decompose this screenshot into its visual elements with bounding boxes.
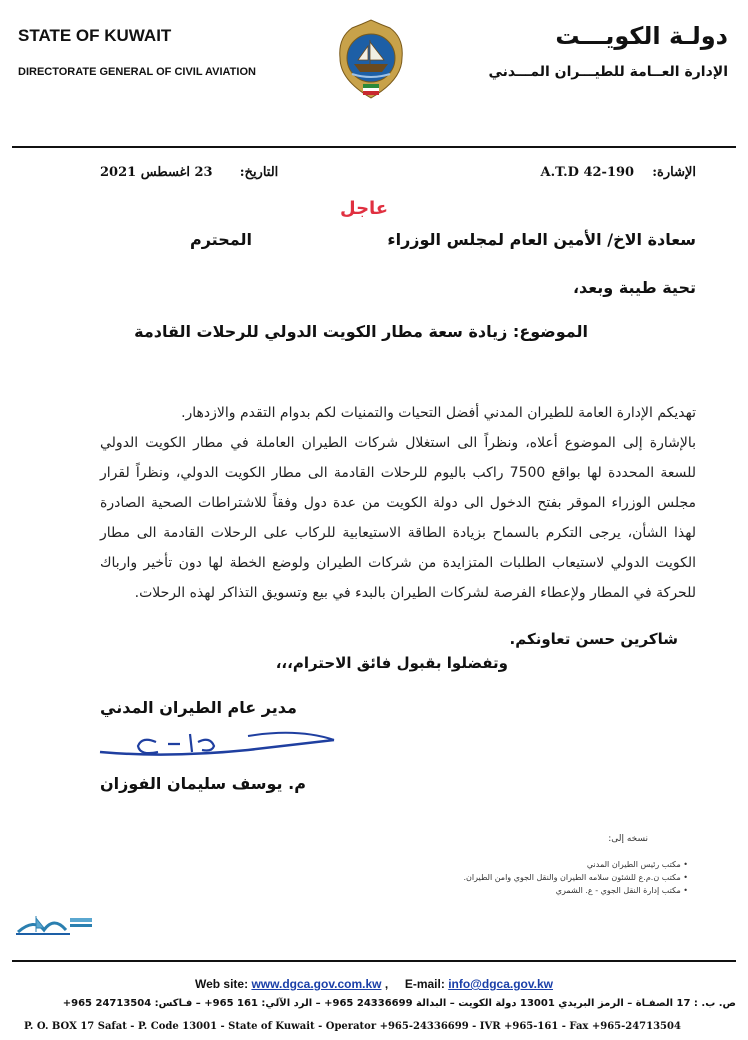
date-label: التاريخ: <box>239 165 279 180</box>
email-label: E-mail: <box>404 977 445 991</box>
footer-divider <box>12 960 736 962</box>
cc-item: • مكتب رئيس الطيران المدني <box>463 860 688 869</box>
contact-row: Web site: www.dgca.gov.com.kw , E-mail: info@dgca.gov.kw <box>194 977 554 991</box>
cc-list <box>463 860 688 899</box>
reference-value: A.T.D 42-190 <box>540 165 635 180</box>
web-label: Web site: <box>194 977 249 991</box>
date-value: 23 اغسطس 2021 <box>100 165 213 180</box>
letter-body <box>100 398 696 608</box>
cc-item: • مكتب ن.م.ع للشئون سلامه الطيران والنقل الجوي وامن الطيران. <box>463 873 688 882</box>
date-row <box>100 165 278 180</box>
subject-line: الموضوع: زيادة سعة مطار الكويت الدولي للرحلات القادمة <box>134 322 588 341</box>
header-ar-subtitle: الإدارة العــامة للطيـــران المـــدني <box>488 64 728 80</box>
header-en-subtitle: DIRECTORATE GENERAL OF CIVIL AVIATION <box>18 66 256 78</box>
urgent-stamp: عاجل <box>340 198 389 219</box>
body-paragraph-1: تهديكم الإدارة العامة للطيران المدني أفضل التحيات والتمنيات لكم بدوام التقدم والازدهار. <box>181 405 696 421</box>
footer-address-en: P. O. BOX 17 Safat - P. Code 13001 - State of Kuwait - Operator +965-24336699 - IVR +965-161 - Fax +965-24713504 <box>24 1021 681 1032</box>
footer-address-ar: ص. ب. : 17 الصفـاة – الرمز البريدي 13001 دولة الكويت – البدالة 24336699 965+ – الرد الآلي: 161 965+ – فـاكس: 24713504 965+ <box>62 998 736 1009</box>
closing-line: وتفضلوا بقبول فائق الاحترام،،، <box>275 654 508 672</box>
cc-label: نسخه إلى: <box>608 834 648 844</box>
website-link[interactable]: www.dgca.gov.com.kw <box>251 977 382 991</box>
header-en-title: STATE OF KUWAIT <box>18 26 172 45</box>
kuwait-state-emblem-icon <box>332 18 410 100</box>
reference-row <box>541 165 696 180</box>
header-ar-title: دولـة الكويـــت <box>555 22 728 50</box>
handwritten-signature-icon <box>98 722 338 768</box>
respected-label: المحترم <box>190 230 252 249</box>
header-divider <box>12 146 736 148</box>
signatory-name: م. يوسف سليمان الفوزان <box>100 774 306 793</box>
addressee: سعادة الاخ/ الأمين العام لمجلس الوزراء <box>387 230 696 249</box>
body-paragraph-2: بالإشارة إلى الموضوع أعلاه، ونظراً الى استغلال شركات الطيران العاملة في مطار الكويت الدولي للسعة المحددة لها بواقع 7500 راكب باليوم للرحلات القادمة الى مطار الكويت الدولي، ونظراً لقرار مجلس الوزراء الموقر بفتح الدخول الى دولة الكويت من عدة دول وفقاً للاشتراطات الصحية الصادرة لهذا الشأن، يرجى التكرم بالسماح بزيادة الطاقة الاستيعابية للركاب على الرحلات القادمة الى مطار الكويت الدولي لاستيعاب الطلبات المتزايدة من شركات الطيران ولوضع الخطة لها دون تأخير وارباك للحركة في المطار ولإعطاء الفرصة لشركات الطيران بالبدء في بيع وتسويق التذاكر لهذه الرحلات. <box>100 435 696 601</box>
cc-item: • مكتب إدارة النقل الجوي - ع. الشمري <box>463 886 688 895</box>
greeting: تحية طيبة وبعد، <box>572 278 696 297</box>
new-kuwait-logo-icon <box>14 910 94 938</box>
reference-label: الإشارة: <box>652 165 696 180</box>
email-link[interactable]: info@dgca.gov.kw <box>448 977 554 991</box>
signatory-title: مدير عام الطيران المدني <box>100 698 297 717</box>
thanks-line: شاكرين حسن تعاونكم. <box>509 630 678 648</box>
